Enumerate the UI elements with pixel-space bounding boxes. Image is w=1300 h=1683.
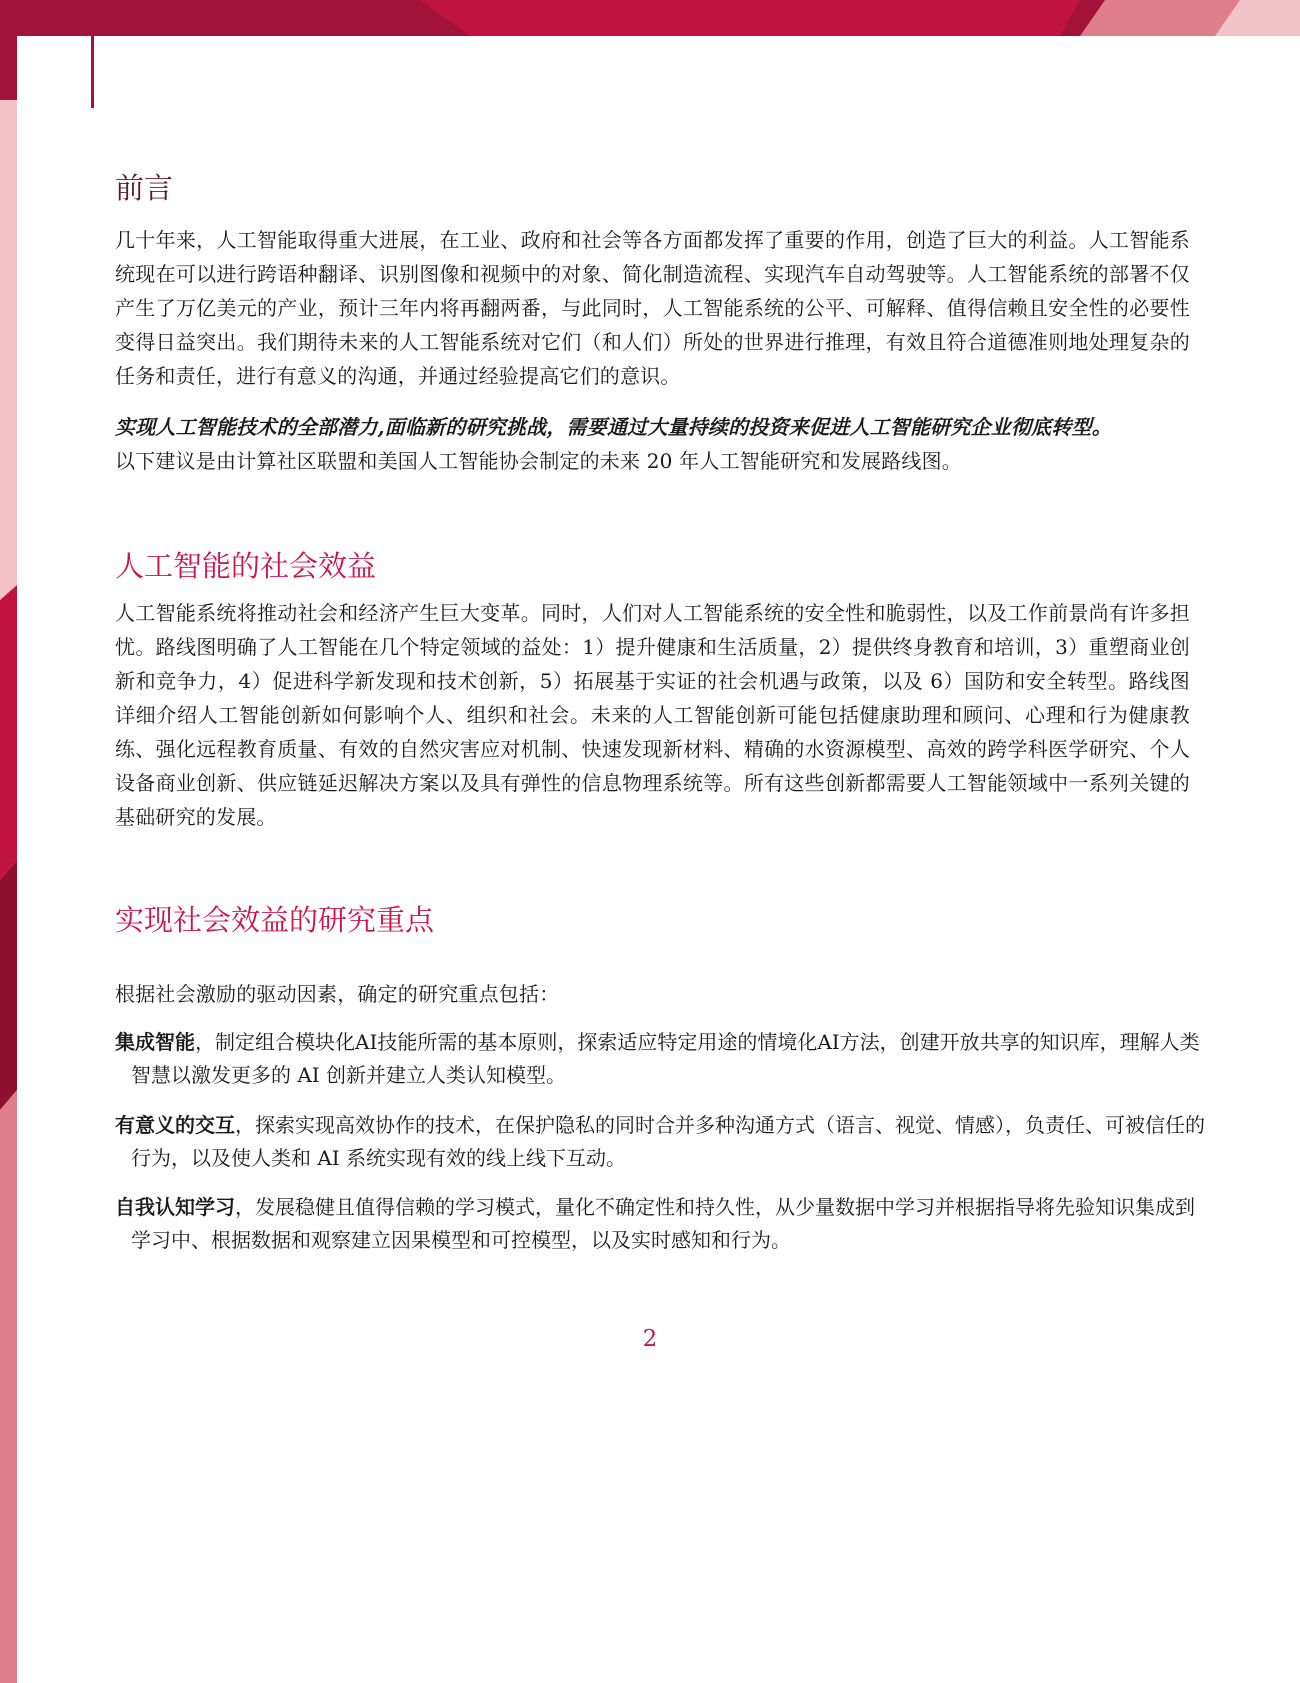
preface-paragraph: 几十年来，人工智能取得重大进展，在工业、政府和社会等各方面都发挥了重要的作用，创造了巨大的利益。人工智能系统现在可以进行跨语种翻译、识别图像和视频中的对象、简化制造流程、实现汽车自动驾驶等。人工智能系统的部署不仅产生了万亿美元的产业，预计三年内将再翻两番，与此同时，人工智能系统的公平、可解释、值得信赖且安全性的必要性变得日益突出。我们期待未来的人工智能系统对它们（和人们）所处的世界进行推理，有效且符合道德准则地处理复杂的任务和责任，进行有意义的沟通，并通过经验提高它们的意识。 xyxy=(115,228,1190,388)
preface-followup: 以下建议是由计算社区联盟和美国人工智能协会制定的未来 20 年人工智能研究和发展路线图。 xyxy=(115,449,962,473)
priority-term: 集成智能 xyxy=(115,1030,195,1054)
priority-text: ，发展稳健且值得信赖的学习模式，量化不确定性和持久性，从少量数据中学习并根据指导将先验知识集成到学习中、根据数据和观察建立因果模型和可控模型，以及实时感知和行为。 xyxy=(131,1195,1195,1252)
preface-title: 前言 xyxy=(115,171,174,205)
benefits-paragraph: 人工智能系统将推动社会和经济产生巨大变革。同时，人们对人工智能系统的安全性和脆弱性，以及工作前景尚有许多担忧。路线图明确了人工智能在几个特定领域的益处：1）提升健康和生活质量，2）提供终身教育和培训，3）重塑商业创新和竞争力，4）促进科学新发现和技术创新，5）拓展基于实证的社会机遇与政策，以及 6）国防和安全转型。路线图详细介绍人工智能创新如何影响个人、组织和社会。未来的人工智能创新可能包括健康助理和顾问、心理和行为健康教练、强化远程教育质量、有效的自然灾害应对机制、快速发现新材料、精确的水资源模型、高效的跨学科医学研究、个人设备商业创新、供应链延迟解决方案以及具有弹性的信息物理系统等。所有这些创新都需要人工智能领域中一系列关键的基础研究的发展。 xyxy=(115,601,1190,829)
priority-term: 自我认知学习 xyxy=(115,1195,235,1219)
header-accent-line xyxy=(91,36,94,108)
priority-term: 有意义的交互 xyxy=(115,1113,235,1137)
preface-emphasis: 实现人工智能技术的全部潜力,面临新的研究挑战，需要通过大量持续的投资来促进人工智能研究企业彻底转型。 xyxy=(115,415,1112,439)
page-number: 2 xyxy=(642,1326,658,1352)
benefits-title: 人工智能的社会效益 xyxy=(115,549,377,583)
priorities-intro: 根据社会激励的驱动因素，确定的研究重点包括： xyxy=(115,982,560,1006)
priority-text: ，制定组合模块化AI技能所需的基本原则，探索适应特定用途的情境化AI方法，创建开放共享的知识库，理解人类智慧以激发更多的 AI 创新并建立人类认知模型。 xyxy=(131,1030,1200,1087)
priority-item xyxy=(115,1191,1206,1257)
preface-emphasis-block xyxy=(115,410,1190,478)
priority-item xyxy=(115,1026,1206,1092)
priorities-title: 实现社会效益的研究重点 xyxy=(115,903,435,937)
priority-item xyxy=(115,1109,1206,1175)
priority-text: ，探索实现高效协作的技术，在保护隐私的同时合并多种沟通方式（语言、视觉、情感），负责任、可被信任的行为，以及使人类和 AI 系统实现有效的线上线下互动。 xyxy=(131,1113,1205,1170)
